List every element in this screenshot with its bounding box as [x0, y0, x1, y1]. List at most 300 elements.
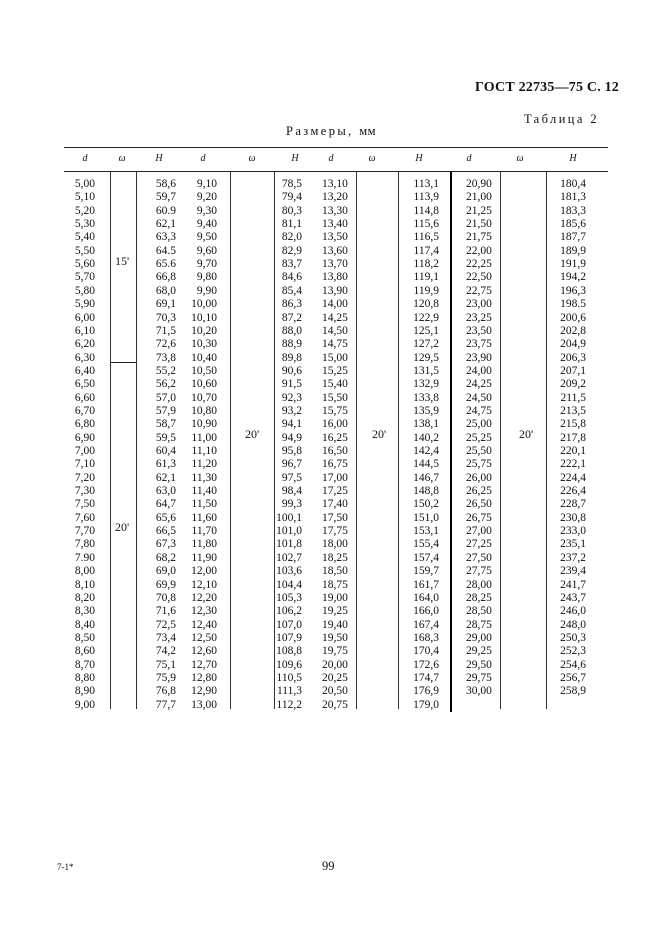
d-value: 24,25	[466, 378, 492, 391]
h-value: 118,2	[413, 258, 439, 271]
h-value: 104,4	[276, 578, 302, 591]
d-value: 23,00	[466, 298, 492, 311]
h-value: 183,3	[560, 204, 586, 217]
d-value: 6,20	[74, 338, 95, 351]
h-value: 69,0	[155, 565, 176, 578]
d-value: 10,90	[191, 418, 217, 431]
h-value: 62,1	[155, 471, 176, 484]
h-value: 217,8	[560, 431, 586, 444]
d-value: 20,25	[322, 671, 348, 684]
d-value: 27,00	[466, 525, 492, 538]
h-value: 87,2	[281, 311, 302, 324]
h-value: 179,0	[413, 698, 439, 711]
h-value: 159,7	[413, 565, 439, 578]
d-value: 5,50	[74, 244, 95, 257]
h-value: 106,2	[276, 605, 302, 618]
d-value: 18,00	[322, 538, 348, 551]
table-label: Таблица 2	[523, 112, 599, 126]
h-value: 185,6	[560, 218, 586, 231]
d-value: 17,25	[322, 485, 348, 498]
d-value: 29,50	[466, 658, 492, 671]
d-value: 15,75	[322, 404, 348, 417]
h-value: 189,9	[560, 244, 586, 257]
h-value: 200,6	[560, 311, 586, 324]
d-value: 11,00	[191, 431, 217, 444]
d-value: 19,25	[322, 605, 348, 618]
d-value: 12,10	[191, 578, 217, 591]
d-value: 28,25	[466, 591, 492, 604]
d-value: 19,00	[322, 591, 348, 604]
h-value: 239,4	[560, 565, 586, 578]
d-value: 8,50	[74, 631, 95, 644]
h-value: 96,7	[281, 458, 302, 471]
h-value: 69,9	[155, 578, 176, 591]
h-value: 60.9	[155, 204, 176, 217]
omega-value: 20'	[372, 427, 387, 441]
col-divider	[546, 172, 547, 709]
d-value: 7,70	[74, 525, 95, 538]
d-value: 20,50	[322, 685, 348, 698]
h-value: 57,9	[155, 404, 176, 417]
h-value: 102,7	[276, 551, 302, 564]
h-value: 55,2	[155, 364, 176, 377]
h-value: 82,0	[281, 231, 302, 244]
d-value: 5,30	[74, 218, 95, 231]
h-value: 122,9	[413, 311, 439, 324]
d-value: 11,20	[191, 458, 217, 471]
d-value: 27,75	[466, 565, 492, 578]
h-value: 220,1	[560, 445, 586, 457]
h-value: 77,7	[155, 698, 176, 711]
h-value: 211,5	[560, 391, 586, 404]
d-value: 7.90	[74, 551, 95, 564]
d-value: 24,00	[466, 364, 492, 377]
h-value: 111,3	[276, 685, 302, 698]
h-value: 194,2	[560, 271, 586, 284]
col-header: H	[155, 153, 163, 164]
d-value: 5,80	[74, 284, 95, 297]
h-value: 93,2	[281, 404, 302, 417]
d-value: 20,90	[466, 178, 492, 190]
col-header: ω	[368, 153, 376, 164]
h-value: 101,8	[276, 538, 302, 551]
h-value: 100,1	[276, 511, 302, 524]
d-value: 26,25	[466, 485, 492, 498]
d-value: 5,00	[74, 178, 95, 190]
h-value: 76,8	[155, 685, 176, 698]
h-value: 241,7	[560, 578, 586, 591]
d-value: 23,75	[466, 338, 492, 351]
h-value: 80,3	[281, 204, 302, 217]
h-value: 131,5	[413, 364, 439, 377]
col-header: d	[82, 153, 88, 164]
document-header: ГОСТ 22735—75 С. 12	[475, 80, 619, 95]
h-value: 233,0	[560, 525, 586, 538]
d-value: 20,75	[322, 698, 348, 711]
h-value: 151,0	[413, 511, 439, 524]
h-value: 155,4	[413, 538, 439, 551]
col-header: ω	[516, 153, 524, 164]
d-value: 14,50	[322, 324, 348, 337]
d-value: 8,80	[74, 671, 95, 684]
d-value: 7,10	[74, 458, 95, 471]
d-value: 8,20	[74, 591, 95, 604]
h-value: 65,6	[155, 511, 176, 524]
h-value: 88,0	[281, 324, 302, 337]
d-value: 6,60	[74, 391, 95, 404]
h-value: 161,7	[413, 578, 439, 591]
d-value: 12,90	[191, 685, 217, 698]
d-value: 8,40	[74, 618, 95, 631]
d-value: 26,50	[466, 498, 492, 511]
h-value: 168,3	[413, 631, 439, 644]
d-value: 10,10	[191, 311, 217, 324]
d-value: 21,00	[466, 191, 492, 204]
col-divider	[274, 172, 275, 709]
h-value: 248,0	[560, 618, 586, 631]
h-value: 71,6	[155, 605, 176, 618]
h-value: 187,7	[560, 231, 586, 244]
h-value: 138,1	[413, 418, 439, 431]
d-value: 5,40	[74, 231, 95, 244]
col-divider	[136, 172, 137, 709]
h-value: 127,2	[413, 338, 439, 351]
d-value: 12,70	[191, 658, 217, 671]
d-value: 17,75	[322, 525, 348, 538]
h-value: 73,8	[155, 351, 176, 364]
d-value: 13,20	[322, 191, 348, 204]
sizes-text: Размеры,	[286, 124, 354, 138]
d-value: 9,50	[196, 231, 217, 244]
d-value: 11,70	[191, 525, 217, 538]
h-value: 61,3	[155, 458, 176, 471]
d-value: 30,00	[466, 685, 492, 698]
d-value: 11,40	[191, 485, 217, 498]
col-header: d	[466, 153, 472, 164]
h-value: 56,2	[155, 378, 176, 391]
h-value: 148,8	[413, 485, 439, 498]
h-value: 63,0	[155, 485, 176, 498]
d-value: 9,20	[196, 191, 217, 204]
d-value: 12,20	[191, 591, 217, 604]
d-value: 13,80	[322, 271, 348, 284]
d-value: 12,40	[191, 618, 217, 631]
h-value: 246,0	[560, 605, 586, 618]
h-value: 67,3	[155, 538, 176, 551]
h-value: 68,2	[155, 551, 176, 564]
h-value: 71,5	[155, 324, 176, 337]
d-value: 11,80	[191, 538, 217, 551]
d-value: 22,75	[466, 284, 492, 297]
h-value: 235,1	[560, 538, 586, 551]
h-value: 108,8	[276, 645, 302, 658]
h-value: 72,6	[155, 338, 176, 351]
d-value: 27,25	[466, 538, 492, 551]
d-value: 28,75	[466, 618, 492, 631]
h-value: 132,9	[413, 378, 439, 391]
d-value: 10,20	[191, 324, 217, 337]
h-value: 68,0	[155, 284, 176, 297]
h-value: 142,4	[413, 445, 439, 457]
h-value: 95,8	[281, 445, 302, 457]
d-value: 13,10	[322, 178, 348, 190]
d-value: 5,90	[74, 298, 95, 311]
h-value: 86,3	[281, 298, 302, 311]
d-value: 7,00	[74, 445, 95, 457]
h-value: 256,7	[560, 671, 586, 684]
h-value: 174,7	[413, 671, 439, 684]
d-value: 19,75	[322, 645, 348, 658]
d-value: 17,40	[322, 498, 348, 511]
d-value: 15,00	[322, 351, 348, 364]
h-value: 84,6	[281, 271, 302, 284]
col-divider	[500, 172, 501, 709]
h-value: 228,7	[560, 498, 586, 511]
h-value: 94,1	[281, 418, 302, 431]
d-value: 12,30	[191, 605, 217, 618]
h-value: 204,9	[560, 338, 586, 351]
h-value: 70,3	[155, 311, 176, 324]
d-value: 13,00	[191, 698, 217, 711]
col-divider-bold	[450, 172, 452, 712]
h-value: 103,6	[276, 565, 302, 578]
sizes-label	[286, 124, 376, 139]
d-value: 28,50	[466, 605, 492, 618]
d-value: 10,50	[191, 364, 217, 377]
d-value: 7,20	[74, 471, 95, 484]
h-value: 258,9	[560, 685, 586, 698]
d-value: 23,90	[466, 351, 492, 364]
d-value: 6,80	[74, 418, 95, 431]
d-value: 21,75	[466, 231, 492, 244]
d-value: 22,50	[466, 271, 492, 284]
col-divider	[110, 172, 111, 709]
d-value: 13,60	[322, 244, 348, 257]
h-value: 107,0	[276, 618, 302, 631]
h-value: 133,8	[413, 391, 439, 404]
h-value: 119,9	[413, 284, 439, 297]
d-value: 10,40	[191, 351, 217, 364]
d-value: 13,40	[322, 218, 348, 231]
d-value: 26,00	[466, 471, 492, 484]
h-value: 97,5	[281, 471, 302, 484]
d-value: 16,50	[322, 445, 348, 457]
d-value: 29,75	[466, 671, 492, 684]
h-value: 224,4	[560, 471, 586, 484]
d-value: 6,70	[74, 404, 95, 417]
col-header: d	[328, 153, 334, 164]
h-value: 115,6	[413, 218, 439, 231]
d-value: 19,40	[322, 618, 348, 631]
d-value: 7,50	[74, 498, 95, 511]
d-value: 10,60	[191, 378, 217, 391]
h-value: 129,5	[413, 351, 439, 364]
h-value: 62,1	[155, 218, 176, 231]
d-value: 12,80	[191, 671, 217, 684]
d-value: 13,50	[322, 231, 348, 244]
d-value: 12,50	[191, 631, 217, 644]
h-value: 237,2	[560, 551, 586, 564]
d-value: 7,30	[74, 485, 95, 498]
h-value: 202,8	[560, 324, 586, 337]
h-value: 98,4	[281, 485, 302, 498]
h-value: 72,5	[155, 618, 176, 631]
d-value: 5,10	[74, 191, 95, 204]
d-value: 21,25	[466, 204, 492, 217]
d-value: 14,75	[322, 338, 348, 351]
omega-value: 20'	[115, 520, 130, 534]
h-value: 226,4	[560, 485, 586, 498]
d-value: 11,90	[191, 551, 217, 564]
h-value: 125,1	[413, 324, 439, 337]
d-value: 7,80	[74, 538, 95, 551]
col-header: ω	[118, 153, 126, 164]
h-value: 92,3	[281, 391, 302, 404]
h-value: 99,3	[281, 498, 302, 511]
d-value: 16,75	[322, 458, 348, 471]
d-value: 11,60	[191, 511, 217, 524]
d-value: 6,10	[74, 324, 95, 337]
d-value: 17,00	[322, 471, 348, 484]
d-value: 29,25	[466, 645, 492, 658]
d-value: 8,30	[74, 605, 95, 618]
h-value: 198.5	[560, 298, 586, 311]
h-value: 91,5	[281, 378, 302, 391]
h-value: 58,7	[155, 418, 176, 431]
d-value: 17,50	[322, 511, 348, 524]
h-value: 88,9	[281, 338, 302, 351]
h-value: 70,8	[155, 591, 176, 604]
d-value: 10,00	[191, 298, 217, 311]
d-value: 25,00	[466, 418, 492, 431]
h-value: 82,9	[281, 244, 302, 257]
h-value: 206,3	[560, 351, 586, 364]
page-number: 99	[322, 859, 335, 873]
col-header: ω	[248, 153, 256, 164]
h-value: 114,8	[413, 204, 439, 217]
h-value: 101,0	[276, 525, 302, 538]
h-value: 250,3	[560, 631, 586, 644]
omega-value: 20'	[245, 427, 260, 441]
d-value: 8,00	[74, 565, 95, 578]
h-value: 57,0	[155, 391, 176, 404]
h-value: 144,5	[413, 458, 439, 471]
h-value: 140,2	[413, 431, 439, 444]
omega-value: 15'	[115, 254, 130, 268]
omega-value: 20'	[519, 427, 534, 441]
h-value: 170,4	[413, 645, 439, 658]
h-value: 113,9	[413, 191, 439, 204]
d-value: 28,00	[466, 578, 492, 591]
d-value: 6,90	[74, 431, 95, 444]
d-value: 15,25	[322, 364, 348, 377]
h-value: 105,3	[276, 591, 302, 604]
h-value: 113,1	[413, 178, 439, 190]
d-value: 26,75	[466, 511, 492, 524]
h-value: 59,5	[155, 431, 176, 444]
d-value: 25,75	[466, 458, 492, 471]
h-value: 117,4	[413, 244, 439, 257]
d-value: 9,40	[196, 218, 217, 231]
d-value: 16,00	[322, 418, 348, 431]
h-value: 150,2	[413, 498, 439, 511]
d-value: 15,50	[322, 391, 348, 404]
col-divider	[230, 172, 231, 709]
h-value: 135,9	[413, 404, 439, 417]
h-value: 176,9	[413, 685, 439, 698]
d-value: 13,30	[322, 204, 348, 217]
h-value: 153,1	[413, 525, 439, 538]
h-value: 112,2	[276, 698, 302, 711]
h-value: 180,4	[560, 178, 586, 190]
d-value: 7,60	[74, 511, 95, 524]
d-value: 10,30	[191, 338, 217, 351]
d-value: 14,00	[322, 298, 348, 311]
h-value: 65.6	[155, 258, 176, 271]
d-value: 11,30	[191, 471, 217, 484]
h-value: 119,1	[413, 271, 439, 284]
h-value: 164,0	[413, 591, 439, 604]
d-value: 9,80	[196, 271, 217, 284]
footer-mark: 7-1*	[57, 862, 74, 872]
h-value: 196,3	[560, 284, 586, 297]
h-value: 90,6	[281, 364, 302, 377]
h-value: 64.5	[155, 244, 176, 257]
d-value: 8,10	[74, 578, 95, 591]
col-divider	[356, 172, 357, 709]
sizes-unit: мм	[359, 124, 377, 138]
d-value: 23,50	[466, 324, 492, 337]
h-value: 157,4	[413, 551, 439, 564]
d-value: 13,90	[322, 284, 348, 297]
h-value: 110,5	[276, 671, 302, 684]
col-divider	[398, 172, 399, 709]
h-value: 222,1	[560, 458, 586, 471]
table-header-row	[64, 147, 608, 171]
h-value: 94,9	[281, 431, 302, 444]
d-value: 19,50	[322, 631, 348, 644]
d-value: 18,50	[322, 565, 348, 578]
d-value: 9,30	[196, 204, 217, 217]
d-value: 11,10	[191, 445, 217, 457]
d-value: 6,30	[74, 351, 95, 364]
d-value: 9,10	[196, 178, 217, 190]
d-value: 22,00	[466, 244, 492, 257]
h-value: 69,1	[155, 298, 176, 311]
d-value: 8,60	[74, 645, 95, 658]
col-header: d	[200, 153, 206, 164]
h-value: 75,1	[155, 658, 176, 671]
d-value: 25,50	[466, 445, 492, 457]
d-value: 9,70	[196, 258, 217, 271]
d-value: 18,75	[322, 578, 348, 591]
d-value: 23,25	[466, 311, 492, 324]
d-value: 13,70	[322, 258, 348, 271]
d-value: 12,00	[191, 565, 217, 578]
h-value: 81,1	[281, 218, 302, 231]
d-value: 10,80	[191, 404, 217, 417]
d-value: 24,50	[466, 391, 492, 404]
h-value: 166,0	[413, 605, 439, 618]
d-value: 8,70	[74, 658, 95, 671]
h-value: 209,2	[560, 378, 586, 391]
h-value: 116,5	[413, 231, 439, 244]
d-value: 25,25	[466, 431, 492, 444]
h-value: 167,4	[413, 618, 439, 631]
h-value: 63,3	[155, 231, 176, 244]
h-value: 120,8	[413, 298, 439, 311]
d-value: 27,50	[466, 551, 492, 564]
